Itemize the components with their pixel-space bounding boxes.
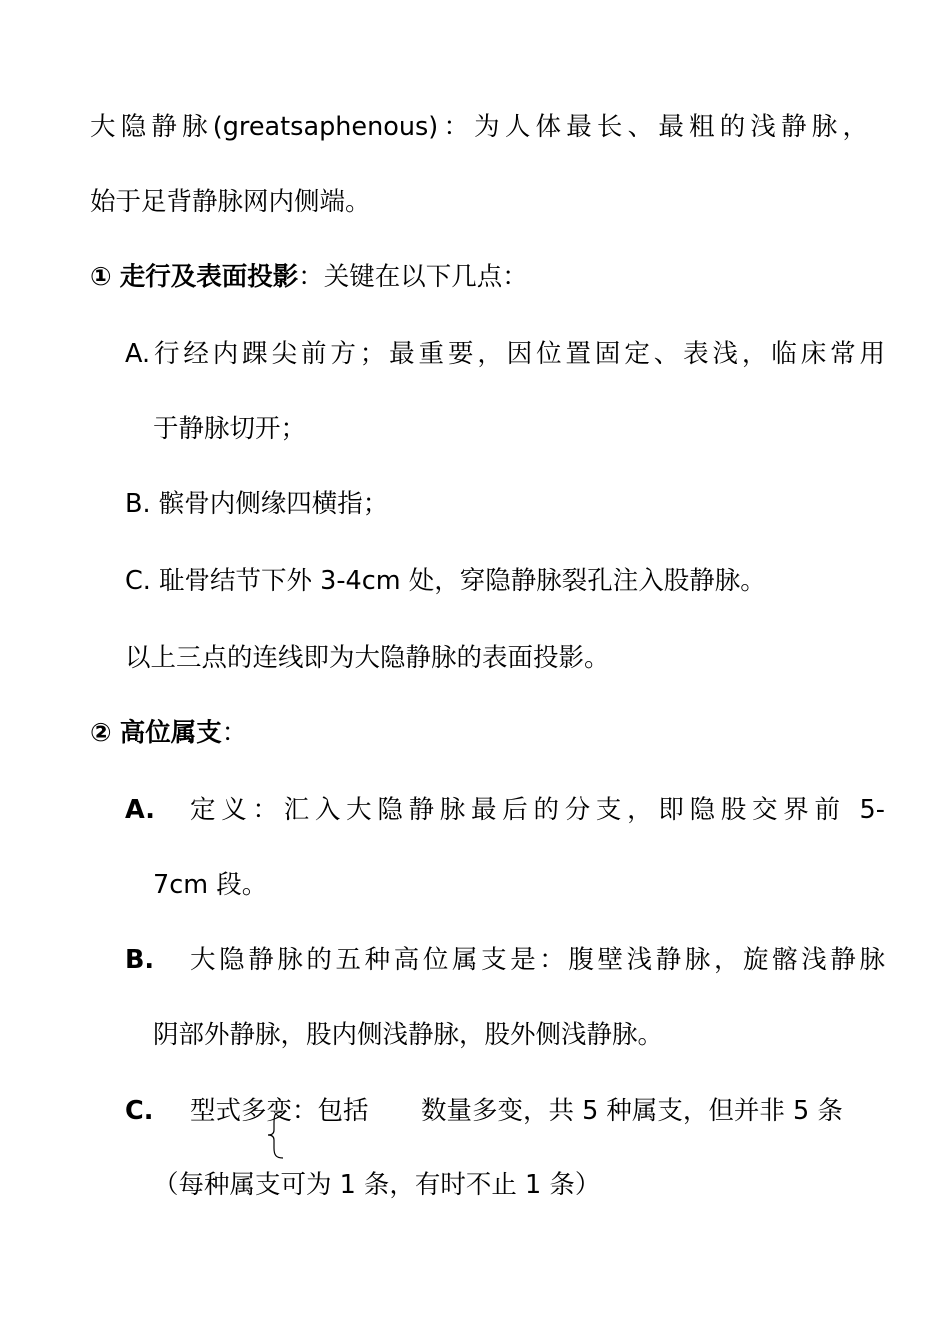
section-1-title: 走行及表面投影 xyxy=(119,262,299,292)
section-1-heading xyxy=(90,262,528,292)
s1-item-b: B. 髌骨内侧缘四横指； xyxy=(125,489,389,519)
s2-item-a-line-2: 7cm 段。 xyxy=(153,870,268,900)
intro-line-1: 大隐静脉(greatsaphenous)：为人体最长、最粗的浅静脉， xyxy=(90,112,868,142)
s2-item-b-label: B. xyxy=(125,945,155,975)
section-2-marker: ② xyxy=(90,718,112,748)
section-1-colon: ：关键在以下几点： xyxy=(298,262,528,292)
s2-item-c-line-1b: 数量多变，共 5 种属支，但并非 5 条 xyxy=(421,1096,843,1126)
s1-item-a-line-1: A.行经内踝尖前方；最重要，因位置固定、表浅，临床常用 xyxy=(125,339,885,369)
s2-item-c-line-1a: 型式多变：包括 xyxy=(190,1096,369,1126)
s2-item-a-line-1: 定义：汇入大隐静脉最后的分支，即隐股交界前 5- xyxy=(190,795,885,825)
section-2-colon: ： xyxy=(221,718,248,748)
curly-brace-icon xyxy=(266,1110,286,1160)
s2-item-b-line-2: 阴部外静脉，股内侧浅静脉，股外侧浅静脉。 xyxy=(153,1020,664,1050)
intro-line-2: 始于足背静脉网内侧端。 xyxy=(90,187,371,217)
s1-item-c: C. 耻骨结节下外 3-4cm 处，穿隐静脉裂孔注入股静脉。 xyxy=(125,566,766,596)
section-2-title: 高位属支 xyxy=(119,718,222,748)
s2-item-a-label: A. xyxy=(125,795,155,825)
s2-item-c-line-2: （每种属支可为 1 条，有时不止 1 条） xyxy=(153,1170,601,1200)
s1-summary: 以上三点的连线即为大隐静脉的表面投影。 xyxy=(125,643,610,673)
s1-item-a-line-2: 于静脉切开； xyxy=(153,414,307,444)
s2-item-c-label: C. xyxy=(125,1096,154,1126)
s2-item-b-line-1: 大隐静脉的五种高位属支是：腹壁浅静脉，旋髂浅静脉 xyxy=(190,945,885,975)
section-2-heading xyxy=(90,718,247,748)
section-1-marker: ① xyxy=(90,262,112,292)
